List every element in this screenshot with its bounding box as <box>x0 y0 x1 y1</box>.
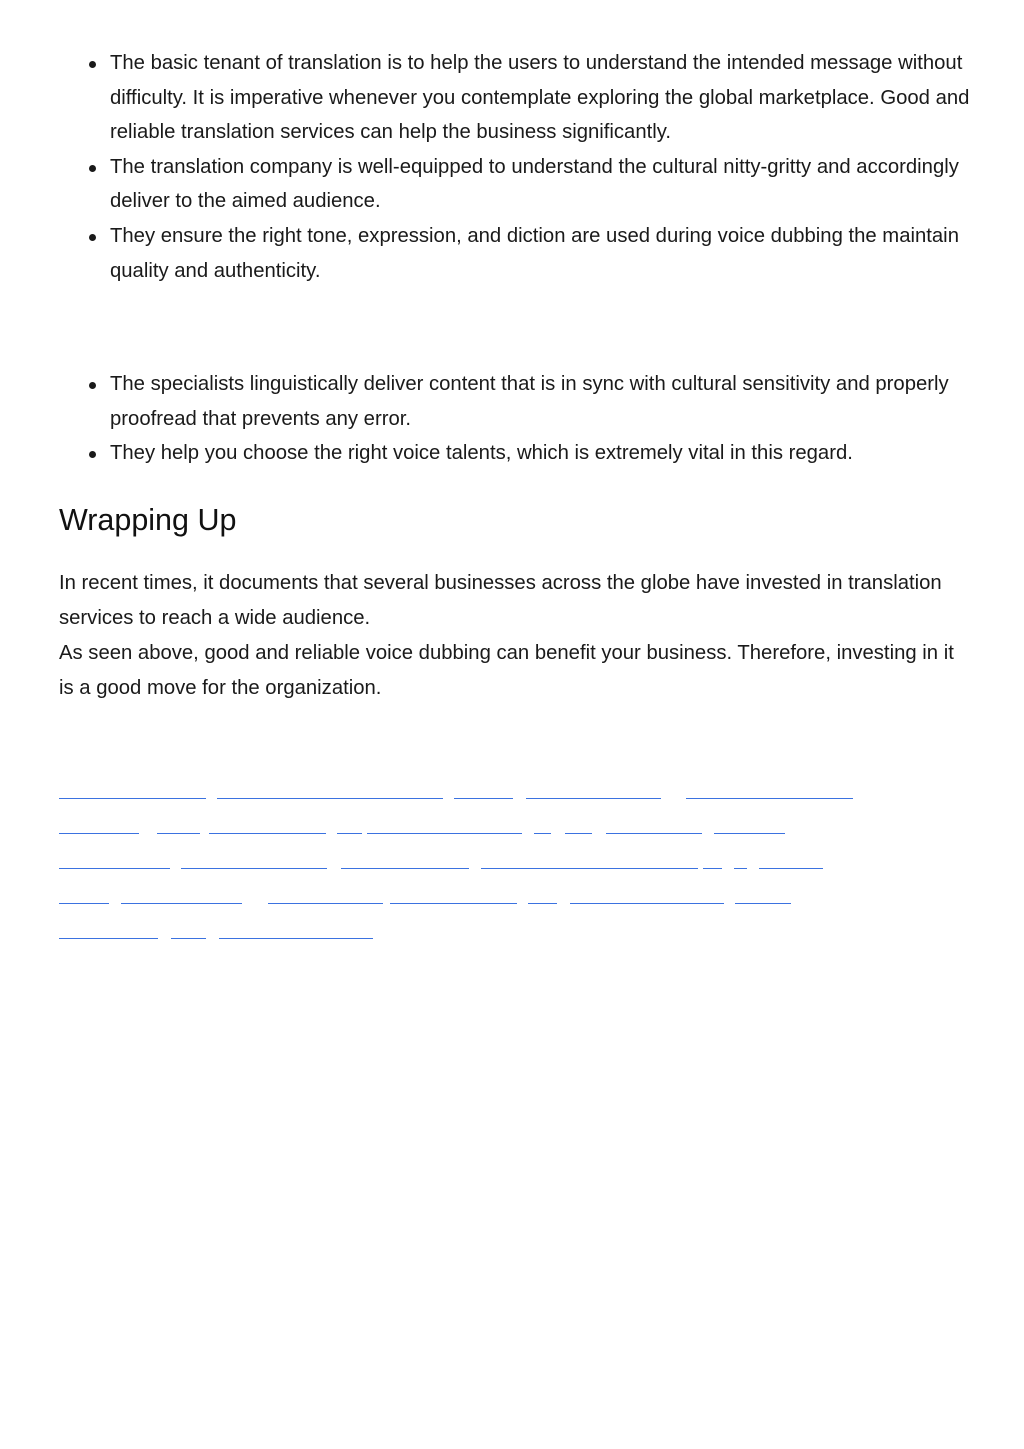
hyperlink[interactable] <box>121 903 242 904</box>
list-item <box>110 46 970 150</box>
hyperlink[interactable] <box>565 833 592 834</box>
hyperlink[interactable] <box>734 868 747 869</box>
hyperlink[interactable] <box>534 833 551 834</box>
hyperlink[interactable] <box>341 868 469 869</box>
hyperlink[interactable] <box>59 833 139 834</box>
paragraph: In recent times, it documents that several businesses across the globe have invested in translation services to reach a wide audience. <box>59 572 942 629</box>
hyperlink[interactable] <box>703 868 722 869</box>
list-item <box>110 150 970 219</box>
hyperlink[interactable] <box>219 938 373 939</box>
hyperlink[interactable] <box>157 833 200 834</box>
bullet-list-top <box>110 46 970 288</box>
hyperlink[interactable] <box>735 903 791 904</box>
list-item <box>110 436 970 471</box>
hyperlink[interactable] <box>59 868 170 869</box>
hyperlink[interactable] <box>606 833 702 834</box>
list-item-text: They ensure the right tone, expression, and diction are used during voice dubbing the maintain quality and authenticity. <box>110 224 959 282</box>
hyperlink[interactable] <box>526 798 661 799</box>
list-item-text: The basic tenant of translation is to help the users to understand the intended message without difficulty. It is imperative whenever you contemplate exploring the global marketplace. Good and reliable translation services can help the business significantly. <box>110 52 970 144</box>
list-item-text: They help you choose the right voice talents, which is extremely vital in this regard. <box>110 442 853 465</box>
list-item <box>110 367 970 436</box>
hyperlink[interactable] <box>367 833 522 834</box>
bullet-list-bottom <box>110 367 970 471</box>
hyperlink[interactable] <box>59 903 109 904</box>
hyperlink[interactable] <box>686 798 853 799</box>
hyperlink[interactable] <box>390 903 517 904</box>
hyperlink[interactable] <box>454 798 513 799</box>
hyperlink[interactable] <box>481 868 698 869</box>
list-item-text: The specialists linguistically deliver content that is in sync with cultural sensitivity and properly proofread that prevents any error. <box>110 373 949 430</box>
bullet-icon <box>89 61 96 68</box>
bullet-icon <box>89 165 96 172</box>
bullet-icon <box>89 382 96 389</box>
hyperlink[interactable] <box>181 868 327 869</box>
hyperlink[interactable] <box>209 833 326 834</box>
hyperlink[interactable] <box>759 868 823 869</box>
hyperlink[interactable] <box>171 938 206 939</box>
hyperlink[interactable] <box>714 833 785 834</box>
bullet-icon <box>89 451 96 458</box>
bullet-icon <box>89 234 96 241</box>
list-item-text: The translation company is well-equipped to understand the cultural nitty-gritty and accordingly deliver to the aimed audience. <box>110 155 959 213</box>
hyperlink[interactable] <box>217 798 443 799</box>
list-item <box>110 219 970 288</box>
hyperlink[interactable] <box>59 938 158 939</box>
hyperlink[interactable] <box>570 903 724 904</box>
hyperlink[interactable] <box>268 903 383 904</box>
hyperlink[interactable] <box>528 903 557 904</box>
hyperlink[interactable] <box>337 833 362 834</box>
paragraph: As seen above, good and reliable voice dubbing can benefit your business. Therefore, investing in it is a good move for the organization. <box>59 642 954 699</box>
hyperlink[interactable] <box>59 798 206 799</box>
section-heading: Wrapping Up <box>59 503 237 537</box>
